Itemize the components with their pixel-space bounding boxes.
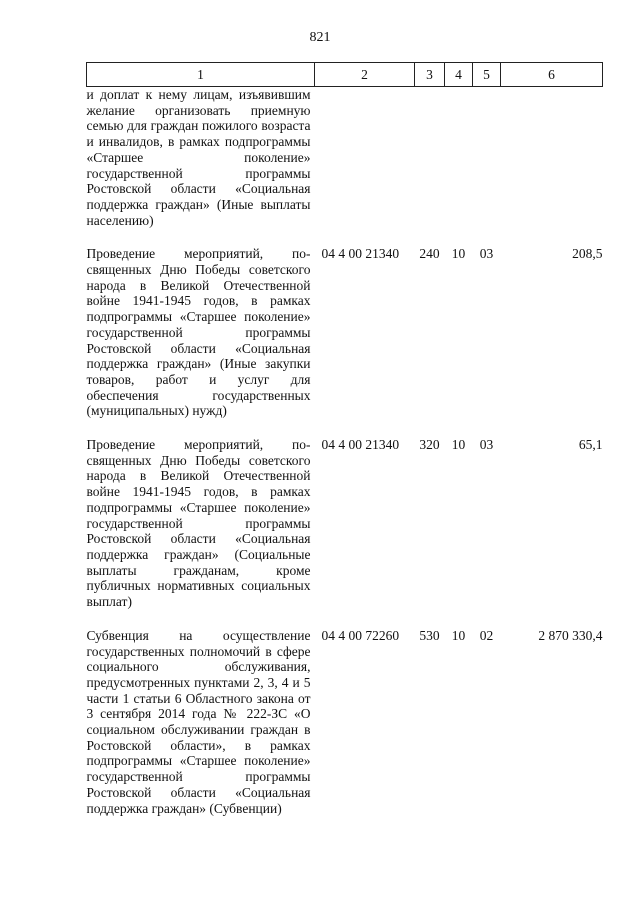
row-code: 04 4 00 72260 bbox=[321, 627, 400, 643]
budget-table bbox=[86, 62, 603, 834]
row-expense-type bbox=[415, 87, 445, 247]
column-header-2: 2 bbox=[315, 63, 415, 87]
page-number: 821 bbox=[309, 30, 331, 45]
row-code bbox=[315, 87, 415, 247]
row-subsection bbox=[473, 87, 501, 247]
table-row bbox=[87, 87, 603, 247]
row-section: 10 bbox=[451, 627, 466, 643]
row-expense-type: 240 bbox=[419, 246, 440, 262]
row-amount: 208,5 bbox=[572, 246, 603, 262]
table-row bbox=[87, 628, 603, 834]
column-header-3: 3 bbox=[415, 63, 445, 87]
row-amount bbox=[501, 87, 603, 247]
row-code: 04 4 00 21340 bbox=[321, 246, 400, 262]
row-amount: 65,1 bbox=[578, 437, 603, 453]
row-code: 04 4 00 21340 bbox=[321, 437, 400, 453]
column-header-6: 6 bbox=[501, 63, 603, 87]
row-section bbox=[445, 87, 473, 247]
table-row bbox=[87, 437, 603, 628]
table-row bbox=[87, 246, 603, 437]
row-subsection: 02 bbox=[479, 627, 494, 643]
row-expense-type: 530 bbox=[419, 627, 440, 643]
row-description: Проведение мероприятий, посвященных Дню Победы советского народа в Великой Отечественной войне 1941-1945 годов, в рамках подпрограммы «Старшее поколение» государственной программы Ростовской области «Социальная поддержка граждан» (Иные закупки товаров, работ и услуг для обеспечения государственных (муниципальных) нужд) bbox=[86, 246, 311, 419]
row-section: 10 bbox=[451, 437, 466, 453]
row-description: Субвенция на осуществление государственных полномочий в сфере социального обслуживания, предусмотренных пунктами 2, 3, 4 и 5 части 1 статьи 6 Областного закона от 3 сентября 2014 года № 222-ЗС «О социальном обслуживании граждан в Ростовской области», в рамках подпрограммы «Старшее поколение» государственной программы Ростовской области «Социальная поддержка граждан» (Субвенции) bbox=[86, 627, 311, 816]
row-subsection: 03 bbox=[479, 437, 494, 453]
table-header-row bbox=[87, 63, 603, 87]
column-header-4: 4 bbox=[445, 63, 473, 87]
row-subsection: 03 bbox=[479, 246, 494, 262]
column-header-1: 1 bbox=[87, 63, 315, 87]
row-expense-type: 320 bbox=[419, 437, 440, 453]
column-header-5: 5 bbox=[473, 63, 501, 87]
row-description: и доплат к нему лицам, изъявившим желание организовать приемную семью для граждан пожилого возраста и инвалидов, в рамках подпрограммы «Старшее поколение» государственной программы Ростовской области «Социальная поддержка граждан» (Иные выплаты населению) bbox=[86, 87, 311, 228]
row-description: Проведение мероприятий, посвященных Дню Победы советского народа в Великой Отечественной войне 1941-1945 годов, в рамках подпрограммы «Старшее поколение» государственной программы Ростовской области «Социальная поддержка граждан» (Социальные выплаты гражданам, кроме публичных нормативных социальных выплат) bbox=[86, 437, 311, 610]
row-section: 10 bbox=[451, 246, 466, 262]
row-amount: 2 870 330,4 bbox=[538, 627, 603, 643]
